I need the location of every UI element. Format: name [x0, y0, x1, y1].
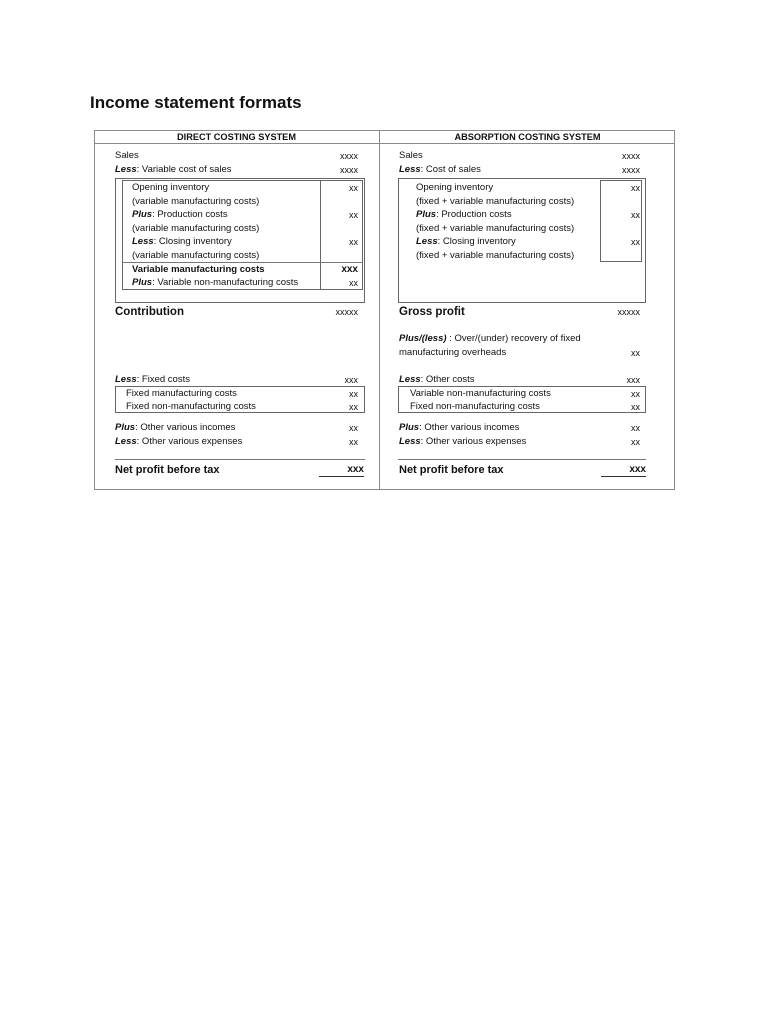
- plus-label: Plus: [132, 277, 153, 288]
- gross-profit-amount: xxxxx: [617, 307, 640, 317]
- cost-of-sales-label: : Cost of sales: [420, 164, 481, 175]
- direct-closing-amount: xx: [349, 237, 358, 247]
- absorption-other-expenses-amount: xx: [631, 437, 640, 447]
- direct-fixed-mc-label: Fixed manufacturing costs: [126, 388, 237, 399]
- absorption-other-costs-amount: xxx: [626, 375, 640, 385]
- column-divider: [379, 130, 380, 490]
- direct-opening-amount: xx: [349, 183, 358, 193]
- direct-production-amount: xx: [349, 210, 358, 220]
- absorption-net-divider: [398, 459, 646, 460]
- absorption-sales-label: Sales: [399, 150, 423, 161]
- closing-label: : Closing inventory: [153, 236, 232, 247]
- absorption-closing-amount: xx: [631, 237, 640, 247]
- absorption-sales-amount: xxxx: [622, 151, 640, 161]
- plus-label: Plus: [399, 422, 420, 433]
- absorption-var-nmc-label: Variable non-manufacturing costs: [410, 388, 551, 399]
- absorption-other-costs-line: [399, 374, 475, 385]
- absorption-fixed-nmc-amount: xx: [631, 402, 640, 412]
- direct-fixed-nmc-label: Fixed non-manufacturing costs: [126, 401, 256, 412]
- less-label: Less: [132, 236, 154, 247]
- direct-opening-inventory: Opening inventory: [132, 182, 210, 193]
- variable-cost-label: : Variable cost of sales: [136, 164, 232, 175]
- direct-other-incomes-line: [115, 422, 235, 433]
- direct-subtotal-divider: [122, 262, 363, 263]
- absorption-production-amount: xx: [631, 210, 640, 220]
- absorption-net-profit-amount: xxx: [601, 463, 646, 477]
- absorption-costing-header: ABSORPTION COSTING SYSTEM: [454, 132, 601, 142]
- absorption-production-line: [416, 209, 512, 220]
- direct-opening-note: (variable manufacturing costs): [132, 196, 260, 207]
- direct-sales-label: Sales: [115, 150, 139, 161]
- direct-vmc-label: Variable manufacturing costs: [132, 264, 265, 275]
- header-divider: [94, 143, 675, 144]
- absorption-net-profit-label: Net profit before tax: [399, 464, 504, 476]
- less-label: Less: [399, 436, 421, 447]
- absorption-other-incomes-line: [399, 422, 519, 433]
- absorption-closing-line: [416, 236, 516, 247]
- direct-net-divider: [115, 459, 365, 460]
- other-expenses-label: : Other various expenses: [136, 436, 243, 447]
- direct-production-line: [132, 209, 228, 220]
- direct-net-profit-amount: xxx: [319, 463, 364, 477]
- page-title: Income statement formats: [90, 93, 302, 112]
- closing-label: : Closing inventory: [437, 236, 516, 247]
- absorption-var-nmc-amount: xx: [631, 389, 640, 399]
- absorption-other-expenses-line: [399, 436, 526, 447]
- direct-vnmc-line: [132, 277, 298, 288]
- absorption-other-incomes-amount: xx: [631, 423, 640, 433]
- direct-fixed-mc-amount: xx: [349, 389, 358, 399]
- direct-sales-amount: xxxx: [340, 151, 358, 161]
- recovery-note: manufacturing overheads: [399, 347, 507, 358]
- direct-vnmc-amount: xx: [349, 278, 358, 288]
- absorption-production-note: (fixed + variable manufacturing costs): [416, 223, 575, 234]
- recovery-amount: xx: [631, 348, 640, 358]
- fixed-costs-label: : Fixed costs: [136, 374, 190, 385]
- absorption-cost-of-sales-amount: xxxx: [622, 165, 640, 175]
- direct-net-profit-label: Net profit before tax: [115, 464, 220, 476]
- recovery-label: : Over/(under) recovery of fixed: [446, 333, 581, 344]
- less-label: Less: [399, 374, 421, 385]
- direct-production-note: (variable manufacturing costs): [132, 223, 260, 234]
- other-costs-label: : Other costs: [420, 374, 475, 385]
- vnmc-label: : Variable non-manufacturing costs: [152, 277, 299, 288]
- less-label: Less: [399, 164, 421, 175]
- plus-label: Plus: [132, 209, 153, 220]
- absorption-opening-amount: xx: [631, 183, 640, 193]
- plus-label: Plus: [416, 209, 437, 220]
- direct-variable-cost-amount: xxxx: [340, 165, 358, 175]
- gross-profit-label: Gross profit: [399, 306, 465, 318]
- contribution-amount: xxxxx: [335, 307, 358, 317]
- less-label: Less: [115, 164, 137, 175]
- direct-closing-note: (variable manufacturing costs): [132, 250, 260, 261]
- recovery-line: [399, 333, 581, 344]
- absorption-opening-inventory: Opening inventory: [416, 182, 494, 193]
- direct-fixed-costs-amount: xxx: [344, 375, 358, 385]
- direct-other-expenses-amount: xx: [349, 437, 358, 447]
- direct-fixed-costs-line: [115, 374, 190, 385]
- other-incomes-label: : Other various incomes: [135, 422, 236, 433]
- direct-vmc-amount: xxx: [341, 264, 358, 275]
- contribution-label: Contribution: [115, 306, 184, 318]
- direct-other-incomes-amount: xx: [349, 423, 358, 433]
- production-label: : Production costs: [436, 209, 512, 220]
- direct-other-expenses-line: [115, 436, 242, 447]
- plus-label: Plus: [115, 422, 136, 433]
- direct-costing-header: DIRECT COSTING SYSTEM: [177, 132, 296, 142]
- absorption-fixed-nmc-label: Fixed non-manufacturing costs: [410, 401, 540, 412]
- plus-less-label: Plus/(less): [399, 333, 447, 344]
- absorption-closing-note: (fixed + variable manufacturing costs): [416, 250, 575, 261]
- less-label: Less: [416, 236, 438, 247]
- less-label: Less: [115, 374, 137, 385]
- absorption-opening-note: (fixed + variable manufacturing costs): [416, 196, 575, 207]
- absorption-cost-of-sales-line: [399, 164, 481, 175]
- direct-closing-line: [132, 236, 232, 247]
- other-expenses-label: : Other various expenses: [420, 436, 527, 447]
- direct-variable-cost-line: [115, 164, 232, 175]
- production-label: : Production costs: [152, 209, 228, 220]
- less-label: Less: [115, 436, 137, 447]
- direct-fixed-nmc-amount: xx: [349, 402, 358, 412]
- other-incomes-label: : Other various incomes: [419, 422, 520, 433]
